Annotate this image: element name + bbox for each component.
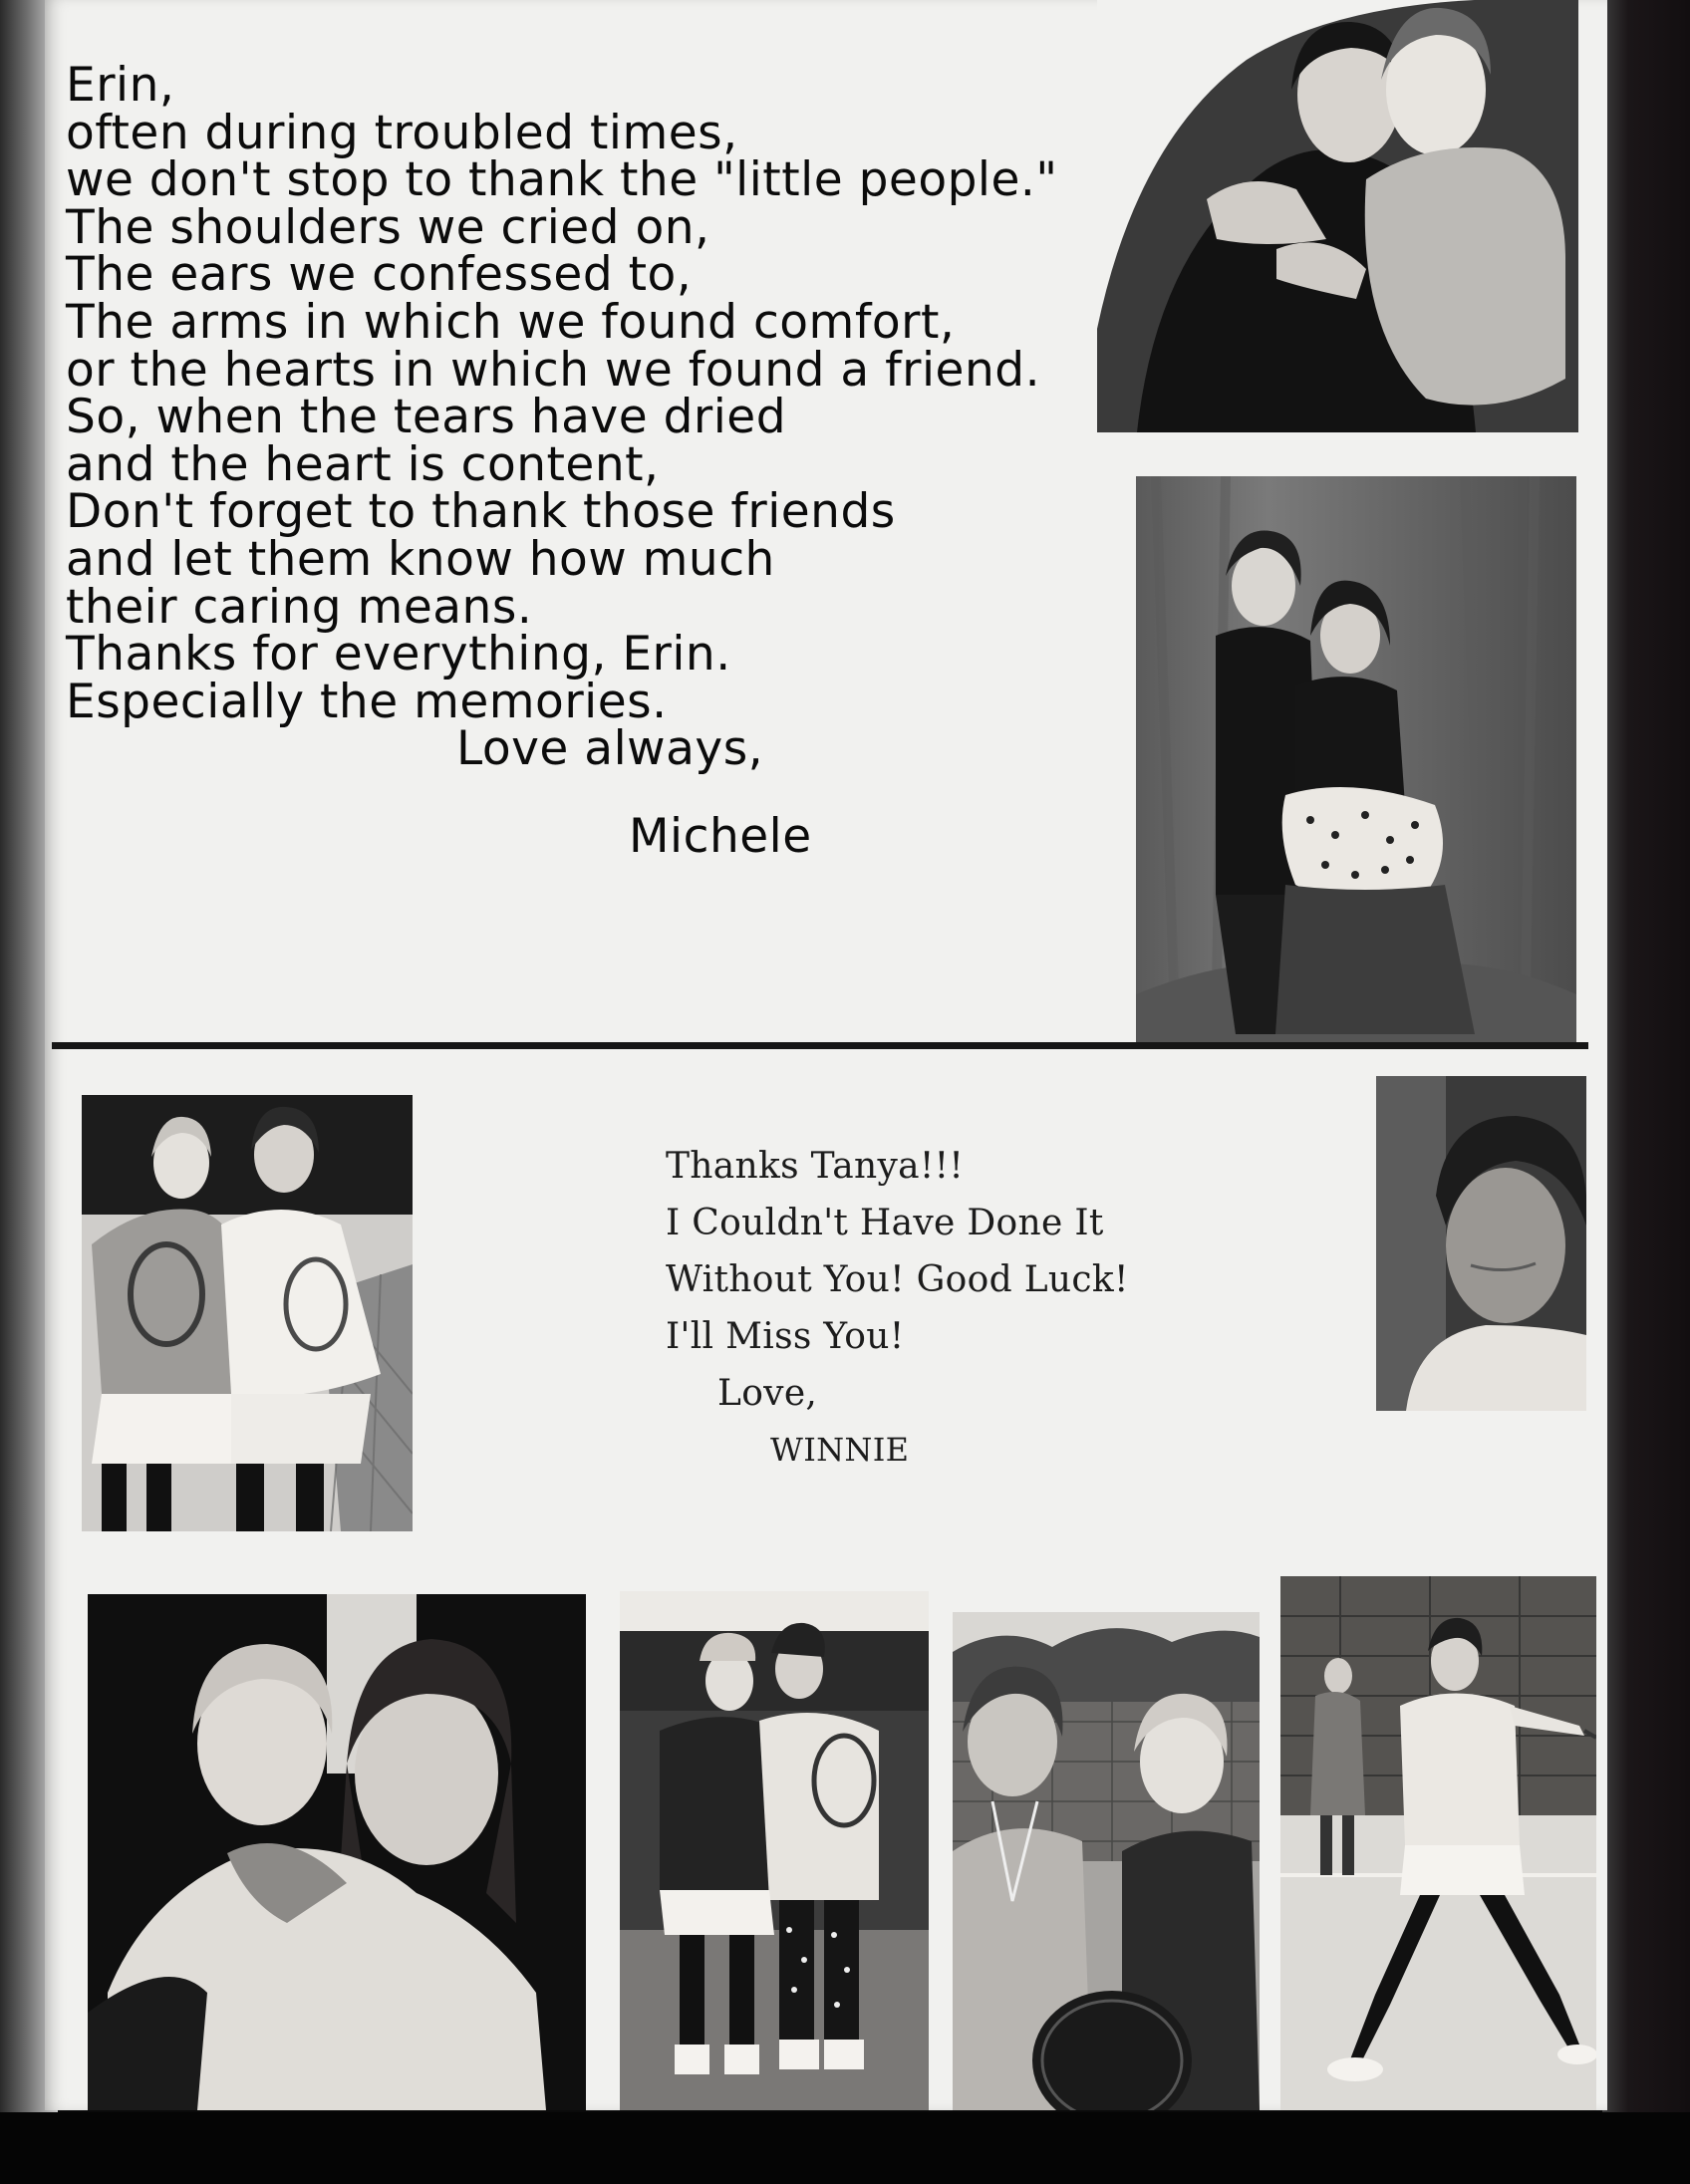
- poem-line: or the hearts in which we found a friend.: [66, 342, 1041, 398]
- note-closing: Love,: [717, 1373, 818, 1414]
- handwritten-poem: [66, 58, 1102, 864]
- photo-two-girls-hugging: [1097, 0, 1578, 432]
- note-line: Without You! Good Luck!: [666, 1259, 1129, 1300]
- poem-signature: Michele: [629, 808, 812, 864]
- poem-line: Thanks for everything, Erin.: [66, 627, 731, 682]
- photo-two-girls-embracing: [88, 1594, 586, 2110]
- note-line: Thanks Tanya!!!: [666, 1146, 965, 1187]
- poem-line: often during troubled times,: [66, 105, 738, 160]
- poem-line: Especially the memories.: [66, 674, 668, 729]
- poem-line: we don't stop to thank the "little people.": [66, 152, 1058, 208]
- poem-closing: Love always,: [456, 721, 764, 777]
- photo-coach-portrait: [1376, 1076, 1586, 1411]
- poem-line: and the heart is content,: [66, 436, 660, 492]
- section-divider-line: [52, 1042, 1588, 1049]
- photo-two-girls-by-car: [620, 1591, 929, 2110]
- typed-note: [666, 1138, 1184, 1479]
- note-line: I'll Miss You!: [666, 1316, 905, 1357]
- poem-line: their caring means.: [66, 579, 533, 635]
- photo-tennis-player-serving: [1280, 1576, 1596, 2110]
- note-signature: WINNIE: [770, 1431, 910, 1469]
- photo-two-girls-formal-portrait: [1136, 476, 1576, 1042]
- poem-line: The shoulders we cried on,: [66, 199, 710, 255]
- poem-line: Don't forget to thank those friends: [66, 484, 896, 540]
- scan-bottom-margin: [0, 2112, 1690, 2184]
- poem-line: So, when the tears have dried: [66, 390, 787, 445]
- poem-line: The ears we confessed to,: [66, 247, 693, 303]
- poem-greeting: Erin,: [66, 58, 175, 113]
- poem-line: The arms in which we found comfort,: [66, 294, 956, 350]
- note-line: I Couldn't Have Done It: [666, 1203, 1104, 1243]
- right-book-cover-edge: [1602, 0, 1690, 2112]
- photo-two-tennis-players-rackets: [82, 1095, 413, 1531]
- photo-two-girls-medals: [953, 1612, 1260, 2110]
- poem-line: and let them know how much: [66, 531, 775, 587]
